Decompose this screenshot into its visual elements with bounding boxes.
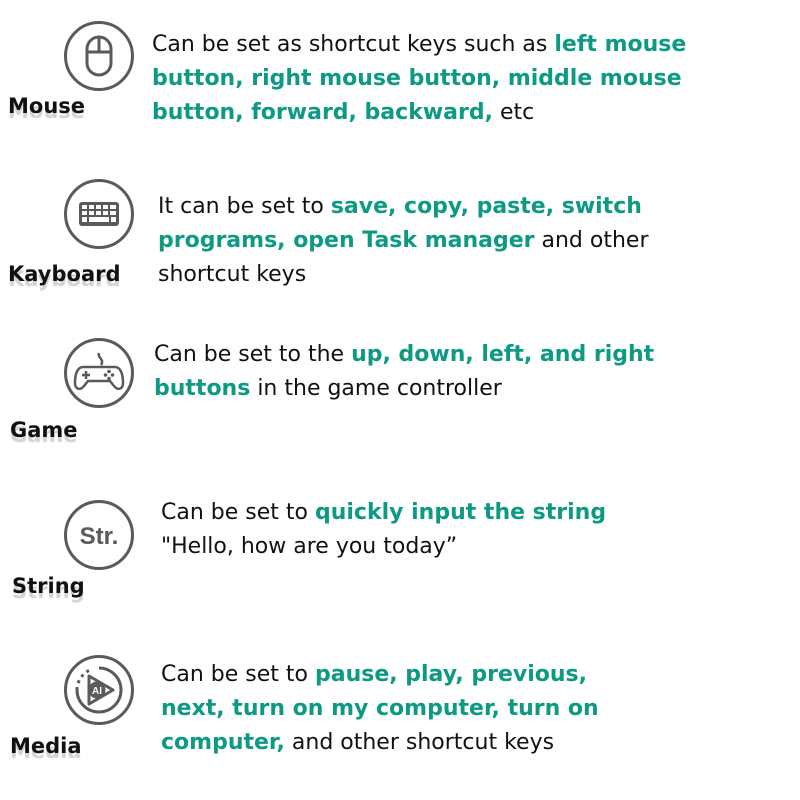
description-text: "Hello, how are you today” bbox=[161, 534, 458, 559]
description-text: and other shortcut keys bbox=[158, 228, 649, 287]
highlight-text: left mouse button, right mouse button, middle mouse button, forward, backward, bbox=[152, 32, 687, 125]
description-text: Can be set to bbox=[161, 500, 315, 525]
mouse-label: Mouse bbox=[8, 94, 86, 118]
mouse-icon bbox=[64, 21, 134, 91]
string-icon bbox=[64, 500, 134, 570]
string-label: String bbox=[12, 574, 85, 598]
mouse-description bbox=[152, 28, 712, 130]
description-text: Can be set to bbox=[161, 662, 315, 687]
highlight-text: pause, play, previous, next, turn on my computer, turn on computer, bbox=[161, 662, 599, 755]
gamepad-icon bbox=[64, 338, 134, 408]
description-text: Can be set as shortcut keys such as bbox=[152, 32, 555, 57]
keyboard-icon bbox=[64, 179, 134, 249]
media-icon-text: AI bbox=[92, 686, 102, 697]
keyboard-label: Kayboard bbox=[8, 262, 121, 286]
description-text: in the game controller bbox=[250, 376, 502, 401]
description-text: etc bbox=[492, 100, 535, 125]
string-icon-text: Str. bbox=[79, 523, 119, 550]
description-text: It can be set to bbox=[158, 194, 331, 219]
description-text: and other shortcut keys bbox=[284, 730, 555, 755]
media-play-icon bbox=[64, 655, 134, 725]
highlight-text: up, down, left, and right buttons bbox=[154, 342, 655, 401]
game-label: Game bbox=[10, 418, 78, 442]
string-description bbox=[161, 496, 621, 564]
highlight-text: save, copy, paste, switch programs, open Task manager bbox=[158, 194, 642, 253]
keyboard-description bbox=[158, 190, 718, 292]
highlight-text: quickly input the string bbox=[314, 500, 607, 525]
media-description bbox=[161, 658, 641, 760]
description-text: Can be set to the bbox=[154, 342, 352, 367]
media-label: Media bbox=[10, 734, 82, 758]
game-description bbox=[154, 338, 714, 406]
